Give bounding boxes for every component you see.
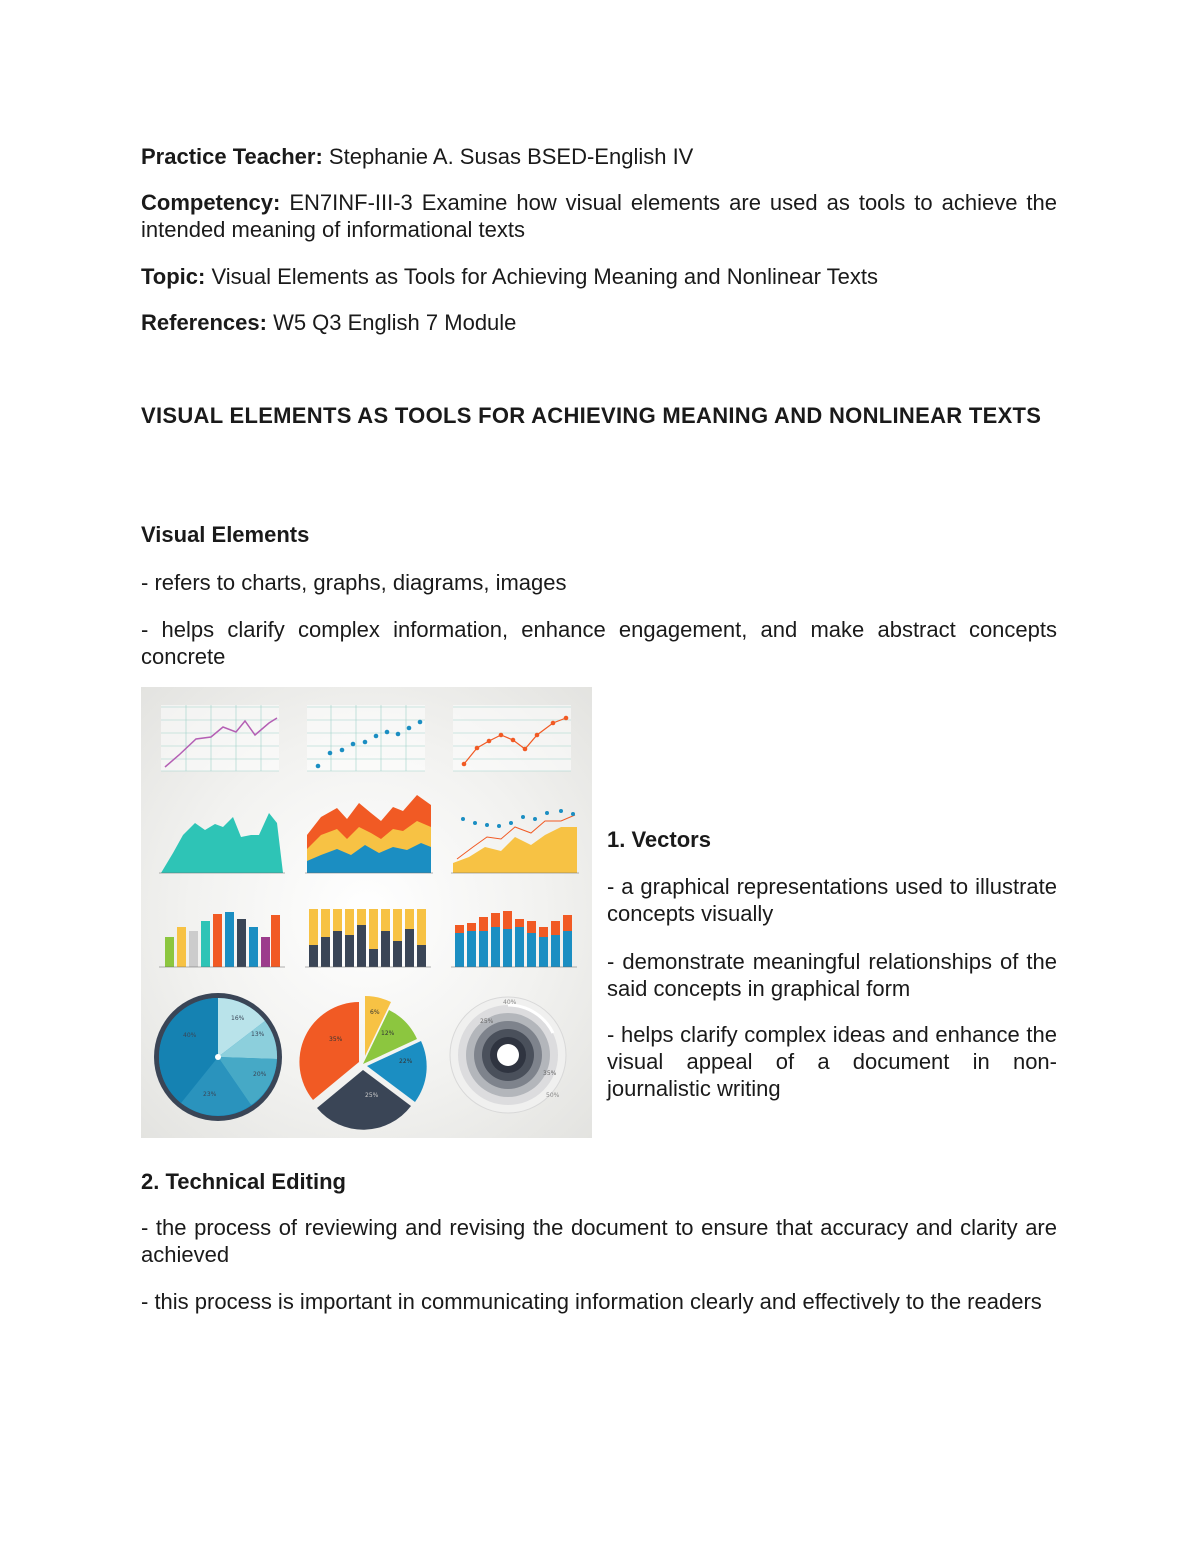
- area-chart-teal: [159, 813, 285, 873]
- visual-elements-point-1: - refers to charts, graphs, diagrams, images: [141, 570, 567, 595]
- bar-chart-navy-yellow: [305, 909, 431, 967]
- bar-chart-red-blue: [451, 911, 577, 967]
- technical-editing-point-1: - the process of reviewing and revising the document to ensure that accuracy and clarity are achieved: [141, 1215, 1057, 1267]
- pie1-label-5: 40%: [183, 1032, 197, 1039]
- pie1-label-1: 16%: [231, 1015, 245, 1022]
- teacher-value: Stephanie A. Susas BSED-English IV: [322, 144, 694, 169]
- ring-label-2: 25%: [480, 1018, 494, 1025]
- teacher-label: Practice Teacher:: [141, 144, 323, 169]
- topic-value: Visual Elements as Tools for Achieving Meaning and Nonlinear Texts: [205, 264, 878, 289]
- pie2-label-4: 35%: [329, 1036, 343, 1043]
- vectors-point-1: - a graphical representations used to illustrate concepts visually: [607, 874, 1057, 926]
- charts-collage-svg: [141, 687, 592, 1138]
- ring-label-3: 35%: [543, 1070, 557, 1077]
- dot-chart-blue: [307, 705, 425, 771]
- meta-competency: [141, 189, 1057, 243]
- meta-teacher: [141, 143, 1057, 170]
- area-chart-stacked: [305, 795, 433, 873]
- references-value: W5 Q3 English 7 Module: [266, 310, 517, 335]
- line-chart-orange: [453, 705, 571, 771]
- references-label: References:: [141, 310, 267, 335]
- pie-chart-blue: [154, 993, 282, 1121]
- pie-chart-exploded: [299, 996, 426, 1130]
- ring-label-1: 40%: [503, 999, 517, 1006]
- technical-editing-title: 2. Technical Editing: [141, 1169, 346, 1194]
- visual-elements-title: Visual Elements: [141, 522, 310, 547]
- pie2-label-5: 25%: [365, 1092, 379, 1099]
- visual-elements-point-2: - helps clarify complex information, enhance engagement, and make abstract concepts concrete: [141, 617, 1057, 669]
- pie2-label-2: 12%: [381, 1030, 395, 1037]
- pie2-label-3: 22%: [399, 1058, 413, 1065]
- competency-value: EN7INF-III-3 Examine how visual elements are used as tools to achieve the intended meaning of informational texts: [141, 190, 1057, 242]
- line-chart-purple: [161, 705, 279, 771]
- charts-collage-image: [141, 687, 592, 1138]
- page-heading: VISUAL ELEMENTS AS TOOLS FOR ACHIEVING MEANING AND NONLINEAR TEXTS: [141, 403, 1042, 428]
- pie1-label-4: 23%: [203, 1091, 217, 1098]
- competency-label: Competency:: [141, 190, 281, 215]
- pie1-label-2: 13%: [251, 1031, 265, 1038]
- pie2-label-1: 6%: [370, 1009, 380, 1016]
- ring-label-4: 50%: [546, 1092, 560, 1099]
- bar-chart-multicolor: [159, 912, 285, 967]
- vectors-point-3: - helps clarify complex ideas and enhance the visual appeal of a document in non-journalistic writing: [607, 1022, 1057, 1101]
- topic-label: Topic:: [141, 264, 206, 289]
- meta-references: [141, 309, 1057, 336]
- vectors-title: 1. Vectors: [607, 827, 711, 852]
- vectors-point-2: - demonstrate meaningful relationships of the said concepts in graphical form: [607, 949, 1057, 1001]
- ring-chart: [450, 997, 566, 1113]
- area-chart-yellow-dots: [451, 809, 579, 873]
- pie1-label-3: 20%: [253, 1071, 267, 1078]
- technical-editing-point-2: - this process is important in communicating information clearly and effectively to the readers: [141, 1289, 1042, 1314]
- meta-topic: [141, 263, 1057, 290]
